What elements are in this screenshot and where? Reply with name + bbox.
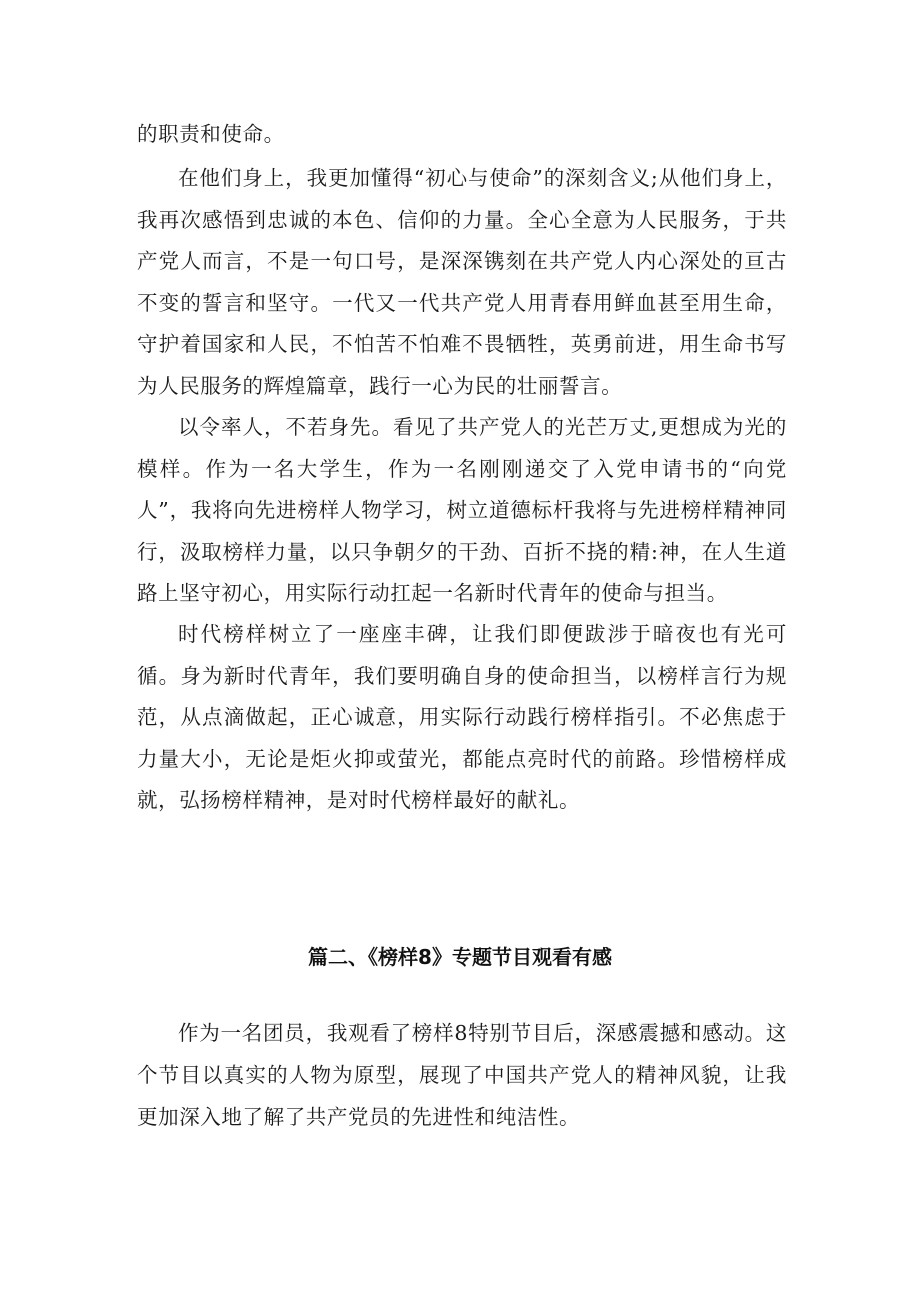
section-heading: 篇二、《榜样8》专题节目观看有感: [308, 945, 612, 969]
paragraph-new-era-youth: 时代榜样树立了一座座丰碑，让我们即便跋涉于暗夜也有光可循。身为新时代青年，我们要明确自身的使命担当，以榜样言行为规范，从点滴做起，正心诚意，用实际行动践行榜样指引。不必焦虑于力量大小，无论是炬火抑或萤光，都能点亮时代的前路。珍惜榜样成就，弘扬榜样精神，是对时代榜样最好的献礼。: [137, 622, 787, 812]
paragraph-section2-intro: 作为一名团员，我观看了榜样8特别节目后，深感震撼和感动。这个节目以真实的人物为原型，展现了中国共产党人的精神风貌，让我更加深入地了解了共产党员的先进性和纯洁性。: [137, 1021, 787, 1129]
paragraph-continuation: 的职责和使命。: [137, 122, 285, 146]
paragraph-faith: 在他们身上，我更加懂得“初心与使命”的深刻含义;从他们身上，我再次感悟到忠诚的本色、信仰的力量。全心全意为人民服务，于共产党人而言，不是一句口号，是深深镌刻在共产党人内心深处的亘古不变的誓言和坚守。一代又一代共产党人用青春用鲜血甚至用生命，守护着国家和人民，不怕苦不怕难不畏牺牲，英勇前进，用生命书写为人民服务的辉煌篇章，践行一心为民的壮丽誓言。: [137, 166, 787, 398]
paragraph-role-model: 以令率人，不若身先。看见了共产党人的光芒万丈,更想成为光的模样。作为一名大学生，作为一名刚刚递交了入党申请书的“向党人”，我将向先进榜样人物学习，树立道德标杆我将与先进榜样精神同行，汲取榜样力量，以只争朝夕的干劲、百折不挠的精:神，在人生道路上坚守初心，用实际行动扛起一名新时代青年的使命与担当。: [137, 415, 787, 605]
